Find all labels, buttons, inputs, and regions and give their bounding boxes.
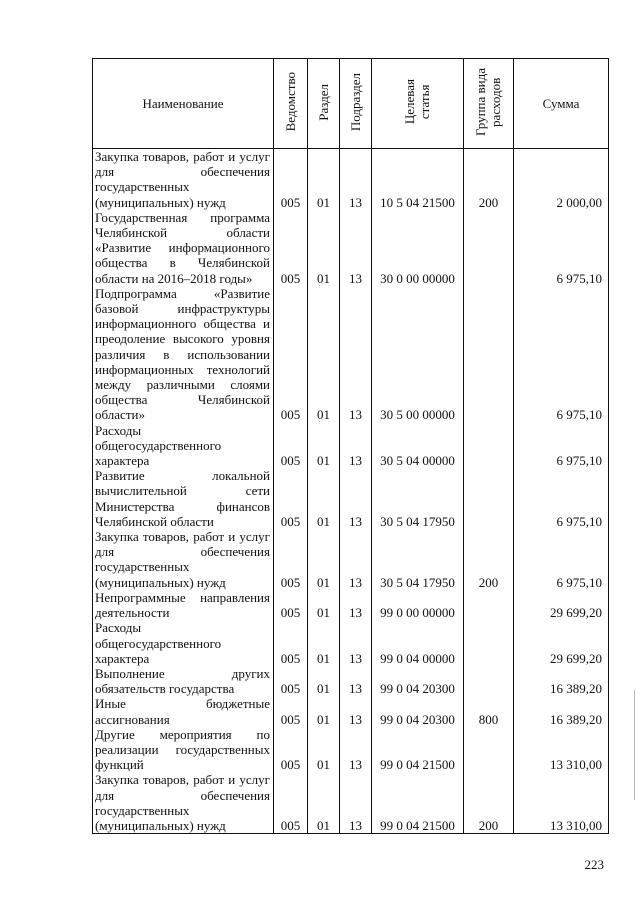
cell-sum: 6 975,10 [514,423,609,469]
cell-target: 30 5 00 00000 [372,286,464,423]
cell-department: 005 [274,149,308,210]
cell-target: 30 5 04 00000 [372,423,464,469]
cell-target: 30 5 04 17950 [372,468,464,529]
cell-section: 01 [308,590,340,620]
cell-sum: 6 975,10 [514,286,609,423]
cell-target: 99 0 04 21500 [372,727,464,773]
cell-name: Другие мероприятия по реализации государственных функций [93,727,274,773]
table-row [93,590,609,620]
table-row [93,423,609,469]
cell-department: 005 [274,696,308,726]
cell-expense-group [464,286,514,423]
cell-sum: 16 389,20 [514,666,609,696]
cell-name: Непрограммные направления деятельности [93,590,274,620]
cell-section: 01 [308,423,340,469]
cell-subsection: 13 [340,666,372,696]
cell-department: 005 [274,727,308,773]
table-body [93,149,609,834]
cell-subsection: 13 [340,286,372,423]
cell-expense-group: 200 [464,772,514,833]
cell-subsection: 13 [340,423,372,469]
cell-section: 01 [308,696,340,726]
table-row [93,210,609,286]
cell-sum: 29 699,20 [514,590,609,620]
cell-subsection: 13 [340,529,372,590]
table-row [93,286,609,423]
cell-name: Расходы общегосударственного характера [93,620,274,666]
cell-section: 01 [308,772,340,833]
cell-sum: 2 000,00 [514,149,609,210]
cell-target: 99 0 04 00000 [372,620,464,666]
cell-name: Закупка товаров, работ и услуг для обеспечения государственных (муниципальных) нужд [93,529,274,590]
cell-department: 005 [274,529,308,590]
cell-expense-group [464,590,514,620]
cell-expense-group: 800 [464,696,514,726]
table-row [93,772,609,833]
table-row [93,666,609,696]
cell-subsection: 13 [340,772,372,833]
cell-department: 005 [274,620,308,666]
cell-expense-group [464,727,514,773]
cell-target: 99 0 00 00000 [372,590,464,620]
cell-department: 005 [274,286,308,423]
cell-subsection: 13 [340,696,372,726]
cell-target: 30 5 04 17950 [372,529,464,590]
cell-section: 01 [308,620,340,666]
table-row [93,149,609,210]
cell-target: 10 5 04 21500 [372,149,464,210]
cell-name: Подпрограмма «Развитие базовой инфраструктуры информационного общества и преодоление высокого уровня различия в использовании информационных технологий между различными слоями общества Челябинской области» [93,286,274,423]
header-subsection: Подраздел [340,59,372,149]
cell-sum: 6 975,10 [514,210,609,286]
cell-sum: 29 699,20 [514,620,609,666]
cell-department: 005 [274,468,308,529]
cell-name: Закупка товаров, работ и услуг для обеспечения государственных (муниципальных) нужд [93,772,274,833]
cell-name: Иные бюджетные ассигнования [93,696,274,726]
cell-name: Развитие локальной вычислительной сети Министерства финансов Челябинской области [93,468,274,529]
cell-name: Государственная программа Челябинской области «Развитие информационного общества в Челябинской области на 2016–2018 годы» [93,210,274,286]
table-row [93,529,609,590]
table-row [93,727,609,773]
cell-sum: 13 310,00 [514,772,609,833]
scan-margin-line [634,690,635,800]
cell-expense-group [464,620,514,666]
cell-section: 01 [308,727,340,773]
cell-subsection: 13 [340,620,372,666]
cell-expense-group [464,423,514,469]
cell-name: Закупка товаров, работ и услуг для обеспечения государственных (муниципальных) нужд [93,149,274,210]
page-number: 223 [584,857,604,872]
cell-target: 99 0 04 20300 [372,696,464,726]
cell-section: 01 [308,529,340,590]
cell-expense-group: 200 [464,149,514,210]
cell-section: 01 [308,149,340,210]
cell-sum: 13 310,00 [514,727,609,773]
cell-target: 99 0 04 21500 [372,772,464,833]
cell-expense-group [464,210,514,286]
header-expense-group: Группа вида расходов [464,59,514,149]
cell-section: 01 [308,210,340,286]
cell-section: 01 [308,286,340,423]
cell-section: 01 [308,666,340,696]
cell-name: Расходы общегосударственного характера [93,423,274,469]
header-sum: Сумма [514,59,609,149]
cell-expense-group [464,468,514,529]
cell-target: 30 0 00 00000 [372,210,464,286]
cell-department: 005 [274,590,308,620]
cell-section: 01 [308,468,340,529]
table-row [93,468,609,529]
cell-department: 005 [274,210,308,286]
cell-name: Выполнение других обязательств государства [93,666,274,696]
cell-department: 005 [274,772,308,833]
cell-subsection: 13 [340,590,372,620]
cell-subsection: 13 [340,727,372,773]
cell-department: 005 [274,666,308,696]
cell-department: 005 [274,423,308,469]
budget-table [92,58,609,834]
cell-sum: 6 975,10 [514,468,609,529]
cell-subsection: 13 [340,210,372,286]
cell-expense-group: 200 [464,529,514,590]
cell-sum: 16 389,20 [514,696,609,726]
table-header-row [93,59,609,149]
table-row [93,620,609,666]
cell-subsection: 13 [340,468,372,529]
cell-target: 99 0 04 20300 [372,666,464,696]
cell-subsection: 13 [340,149,372,210]
table-row [93,696,609,726]
header-target: Целевая статья [372,59,464,149]
header-name: Наименование [93,59,274,149]
cell-expense-group [464,666,514,696]
cell-sum: 6 975,10 [514,529,609,590]
header-section: Раздел [308,59,340,149]
header-department: Ведомство [274,59,308,149]
